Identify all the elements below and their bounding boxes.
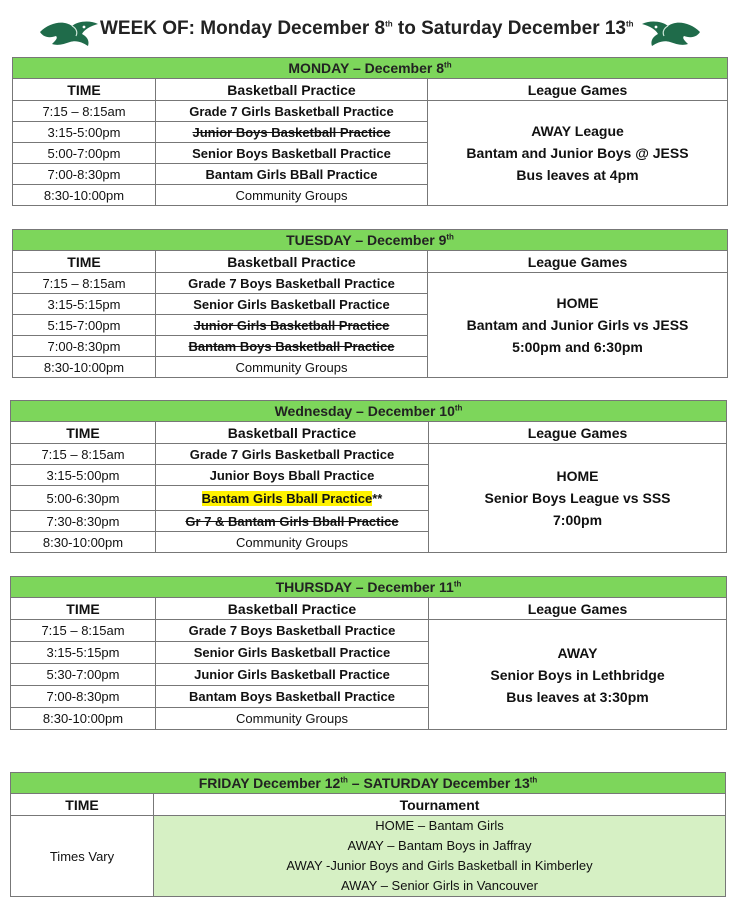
league-line: 7:00pm <box>553 512 603 528</box>
time-cell: 7:15 – 8:15am <box>11 444 156 465</box>
time-cell: 8:30-10:00pm <box>13 357 156 378</box>
time-cell: 7:30-8:30pm <box>11 511 156 532</box>
time-cell: 8:30-10:00pm <box>11 708 156 730</box>
time-cell: 3:15-5:00pm <box>11 465 156 486</box>
time-cell: 5:00-6:30pm <box>11 486 156 511</box>
practice-cell: Junior Boys Bball Practice <box>156 465 429 486</box>
column-header-tournament: Tournament <box>154 794 726 816</box>
time-cell: 3:15-5:00pm <box>13 122 156 143</box>
tournament-item: AWAY -Junior Boys and Girls Basketball in Kimberley <box>286 858 593 873</box>
practice-cell: Grade 7 Girls Basketball Practice <box>156 101 428 122</box>
league-line: AWAY League <box>531 123 624 139</box>
time-cell: Times Vary <box>11 816 154 897</box>
eagle-logo-icon <box>640 18 702 50</box>
time-cell: 7:00-8:30pm <box>11 686 156 708</box>
practice-cell: Senior Girls Basketball Practice <box>156 642 429 664</box>
tournament-item: AWAY – Bantam Boys in Jaffray <box>347 838 532 853</box>
league-line: Bantam and Junior Boys @ JESS <box>466 145 689 161</box>
time-cell: 3:15-5:15pm <box>13 294 156 315</box>
column-header-time: TIME <box>11 794 154 816</box>
column-header-league: League Games <box>429 422 727 444</box>
league-line: HOME <box>556 295 599 311</box>
practice-cell-cancelled: Junior Girls Basketball Practice <box>156 315 428 336</box>
league-line: Senior Boys in Lethbridge <box>490 666 665 683</box>
column-header-league: League Games <box>428 79 728 101</box>
practice-cell: Grade 7 Boys Basketball Practice <box>156 620 429 642</box>
wednesday-schedule-table <box>10 400 727 553</box>
time-cell: 7:00-8:30pm <box>13 336 156 357</box>
day-title: MONDAY – December 8th <box>13 58 728 79</box>
day-title: Wednesday – December 10th <box>11 401 727 422</box>
weekend-tournament-table <box>10 772 726 897</box>
league-line: Senior Boys League vs SSS <box>484 490 671 506</box>
practice-cell: Community Groups <box>156 708 429 730</box>
monday-schedule-table <box>12 57 728 206</box>
time-cell: 3:15-5:15pm <box>11 642 156 664</box>
league-cell <box>428 273 728 378</box>
league-line: HOME <box>556 468 599 484</box>
league-cell <box>429 620 727 730</box>
practice-cell: Community Groups <box>156 357 428 378</box>
league-line: Bus leaves at 4pm <box>516 167 639 183</box>
league-cell <box>428 101 728 206</box>
time-cell: 7:15 – 8:15am <box>13 273 156 294</box>
time-cell: 7:00-8:30pm <box>13 164 156 185</box>
practice-cell: Community Groups <box>156 532 429 553</box>
practice-note-marker: ** <box>372 490 383 506</box>
league-line: 5:00pm and 6:30pm <box>512 339 643 355</box>
time-cell: 7:15 – 8:15am <box>11 620 156 642</box>
page-title: WEEK OF: Monday December 8th to Saturday December 13th <box>100 18 634 39</box>
practice-cell-cancelled: Bantam Boys Basketball Practice <box>156 336 428 357</box>
column-header-time: TIME <box>11 598 156 620</box>
thursday-schedule-table <box>10 576 727 730</box>
tournament-list <box>154 816 726 897</box>
league-line: Bus leaves at 3:30pm <box>506 688 649 705</box>
day-title: TUESDAY – December 9th <box>13 230 728 251</box>
time-cell: 5:00-7:00pm <box>13 143 156 164</box>
column-header-time: TIME <box>13 251 156 273</box>
practice-cell: Bantam Boys Basketball Practice <box>156 686 429 708</box>
practice-cell-cancelled: Junior Boys Basketball Practice <box>156 122 428 143</box>
column-header-league: League Games <box>429 598 727 620</box>
tournament-item: AWAY – Senior Girls in Vancouver <box>340 878 538 893</box>
column-header-league: League Games <box>428 251 728 273</box>
column-header-practice: Basketball Practice <box>156 598 429 620</box>
day-title: THURSDAY – December 11th <box>11 577 727 598</box>
league-line: Bantam and Junior Girls vs JESS <box>466 317 689 333</box>
highlighted-practice-label: Bantam Girls Bball Practice <box>201 490 373 506</box>
league-cell <box>429 444 727 553</box>
practice-cell: Grade 7 Girls Basketball Practice <box>156 444 429 465</box>
time-cell: 5:15-7:00pm <box>13 315 156 336</box>
time-cell: 8:30-10:00pm <box>13 185 156 206</box>
time-cell: 7:15 – 8:15am <box>13 101 156 122</box>
time-cell: 8:30-10:00pm <box>11 532 156 553</box>
column-header-time: TIME <box>13 79 156 101</box>
column-header-practice: Basketball Practice <box>156 251 428 273</box>
time-cell: 5:30-7:00pm <box>11 664 156 686</box>
column-header-practice: Basketball Practice <box>156 422 429 444</box>
practice-cell: Junior Girls Basketball Practice <box>156 664 429 686</box>
column-header-practice: Basketball Practice <box>156 79 428 101</box>
practice-cell-cancelled: Gr 7 & Bantam Girls Bball Practice <box>156 511 429 532</box>
practice-cell: Grade 7 Boys Basketball Practice <box>156 273 428 294</box>
practice-cell: Senior Boys Basketball Practice <box>156 143 428 164</box>
tuesday-schedule-table <box>12 229 728 378</box>
day-title: FRIDAY December 12th – SATURDAY December 13th <box>11 773 726 794</box>
eagle-logo-icon <box>38 18 100 50</box>
practice-cell: Community Groups <box>156 185 428 206</box>
practice-cell: Bantam Girls BBall Practice <box>156 164 428 185</box>
column-header-time: TIME <box>11 422 156 444</box>
practice-cell: Senior Girls Basketball Practice <box>156 294 428 315</box>
practice-cell-highlighted <box>156 486 429 511</box>
tournament-item: HOME – Bantam Girls <box>375 818 504 833</box>
league-line: AWAY <box>557 644 598 661</box>
